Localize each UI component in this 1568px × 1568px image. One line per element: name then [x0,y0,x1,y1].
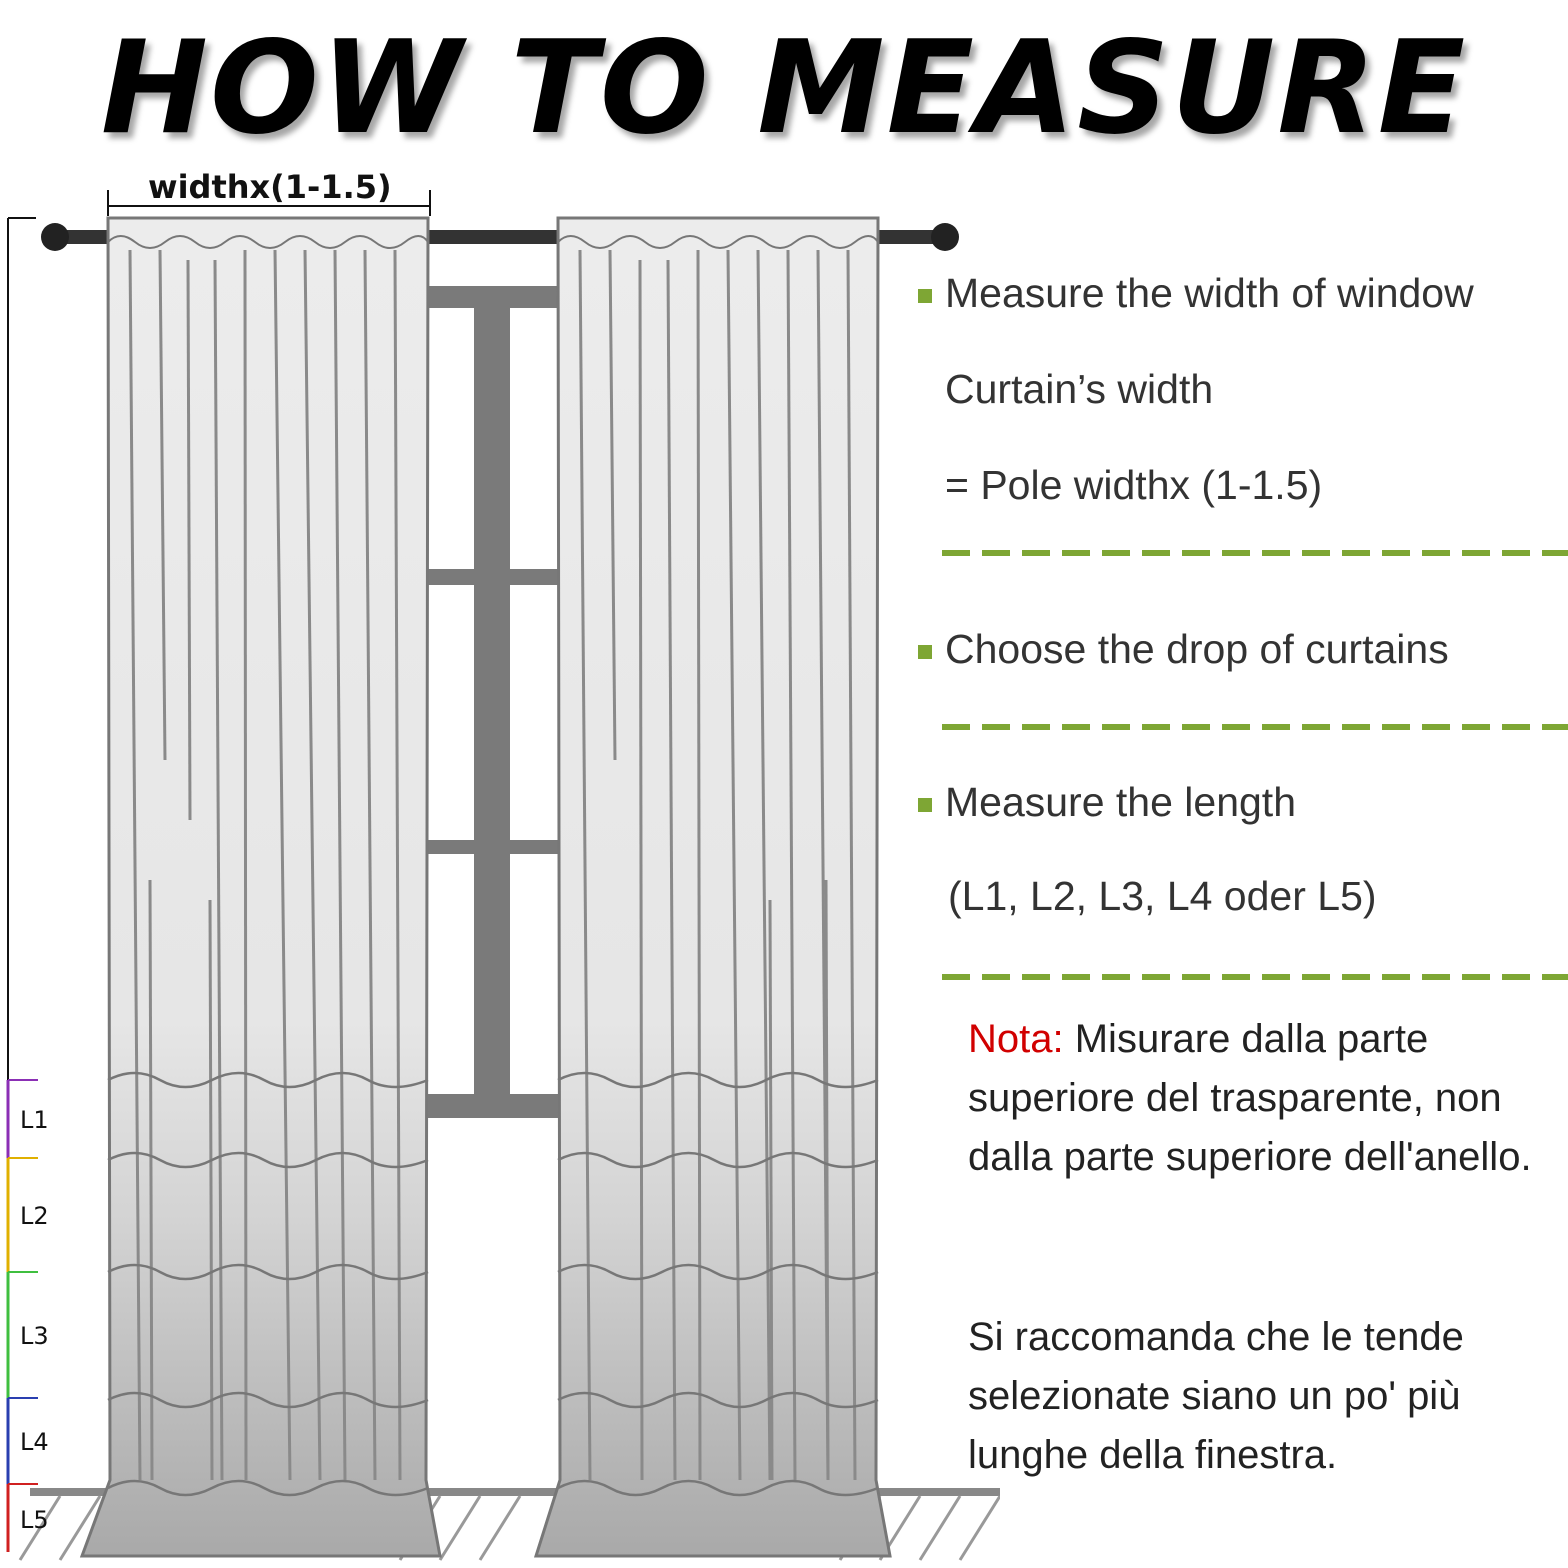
step-3-text: Measure the length [945,779,1297,825]
note-recommendation: Si raccomanda che le tende selezionate siano un po' più lunghe della finestra. [968,1315,1464,1477]
length-level-l4: L4 [20,1428,49,1456]
step-3-bullet [918,798,932,812]
step-3-line-1: (L1, L2, L3, L4 oder L5) [948,873,1377,919]
length-level-l3: L3 [20,1322,49,1350]
step-1-text: Measure the width of window [945,270,1474,316]
step-1-line-1: Curtain’s width [945,366,1214,412]
length-level-l2: L2 [20,1202,49,1230]
length-dimension-line [8,218,38,1552]
left-curtain-panel [82,218,440,1556]
step-2-bullet [918,645,932,659]
step-1-bullet [918,289,932,303]
divider-1 [942,550,1568,556]
note-text: Misurare dalla parte superiore del trasparente, non dalla parte superiore dell'anello. [968,1017,1532,1179]
divider-3 [942,974,1568,980]
page-title: HOW TO MEASURE [100,14,1468,163]
note-paragraph [968,1010,1558,1187]
step-1-line-2: = Pole widthx (1-1.5) [945,462,1323,508]
note-label: Nota: [968,1017,1064,1061]
divider-2 [942,724,1568,730]
step-2-text: Choose the drop of curtains [945,626,1449,672]
right-curtain-panel [536,218,890,1556]
length-level-l1: L1 [20,1106,49,1134]
width-label: widthx(1-1.5) [148,168,392,206]
length-level-l5: L5 [20,1506,49,1534]
window-frame [428,286,560,1118]
